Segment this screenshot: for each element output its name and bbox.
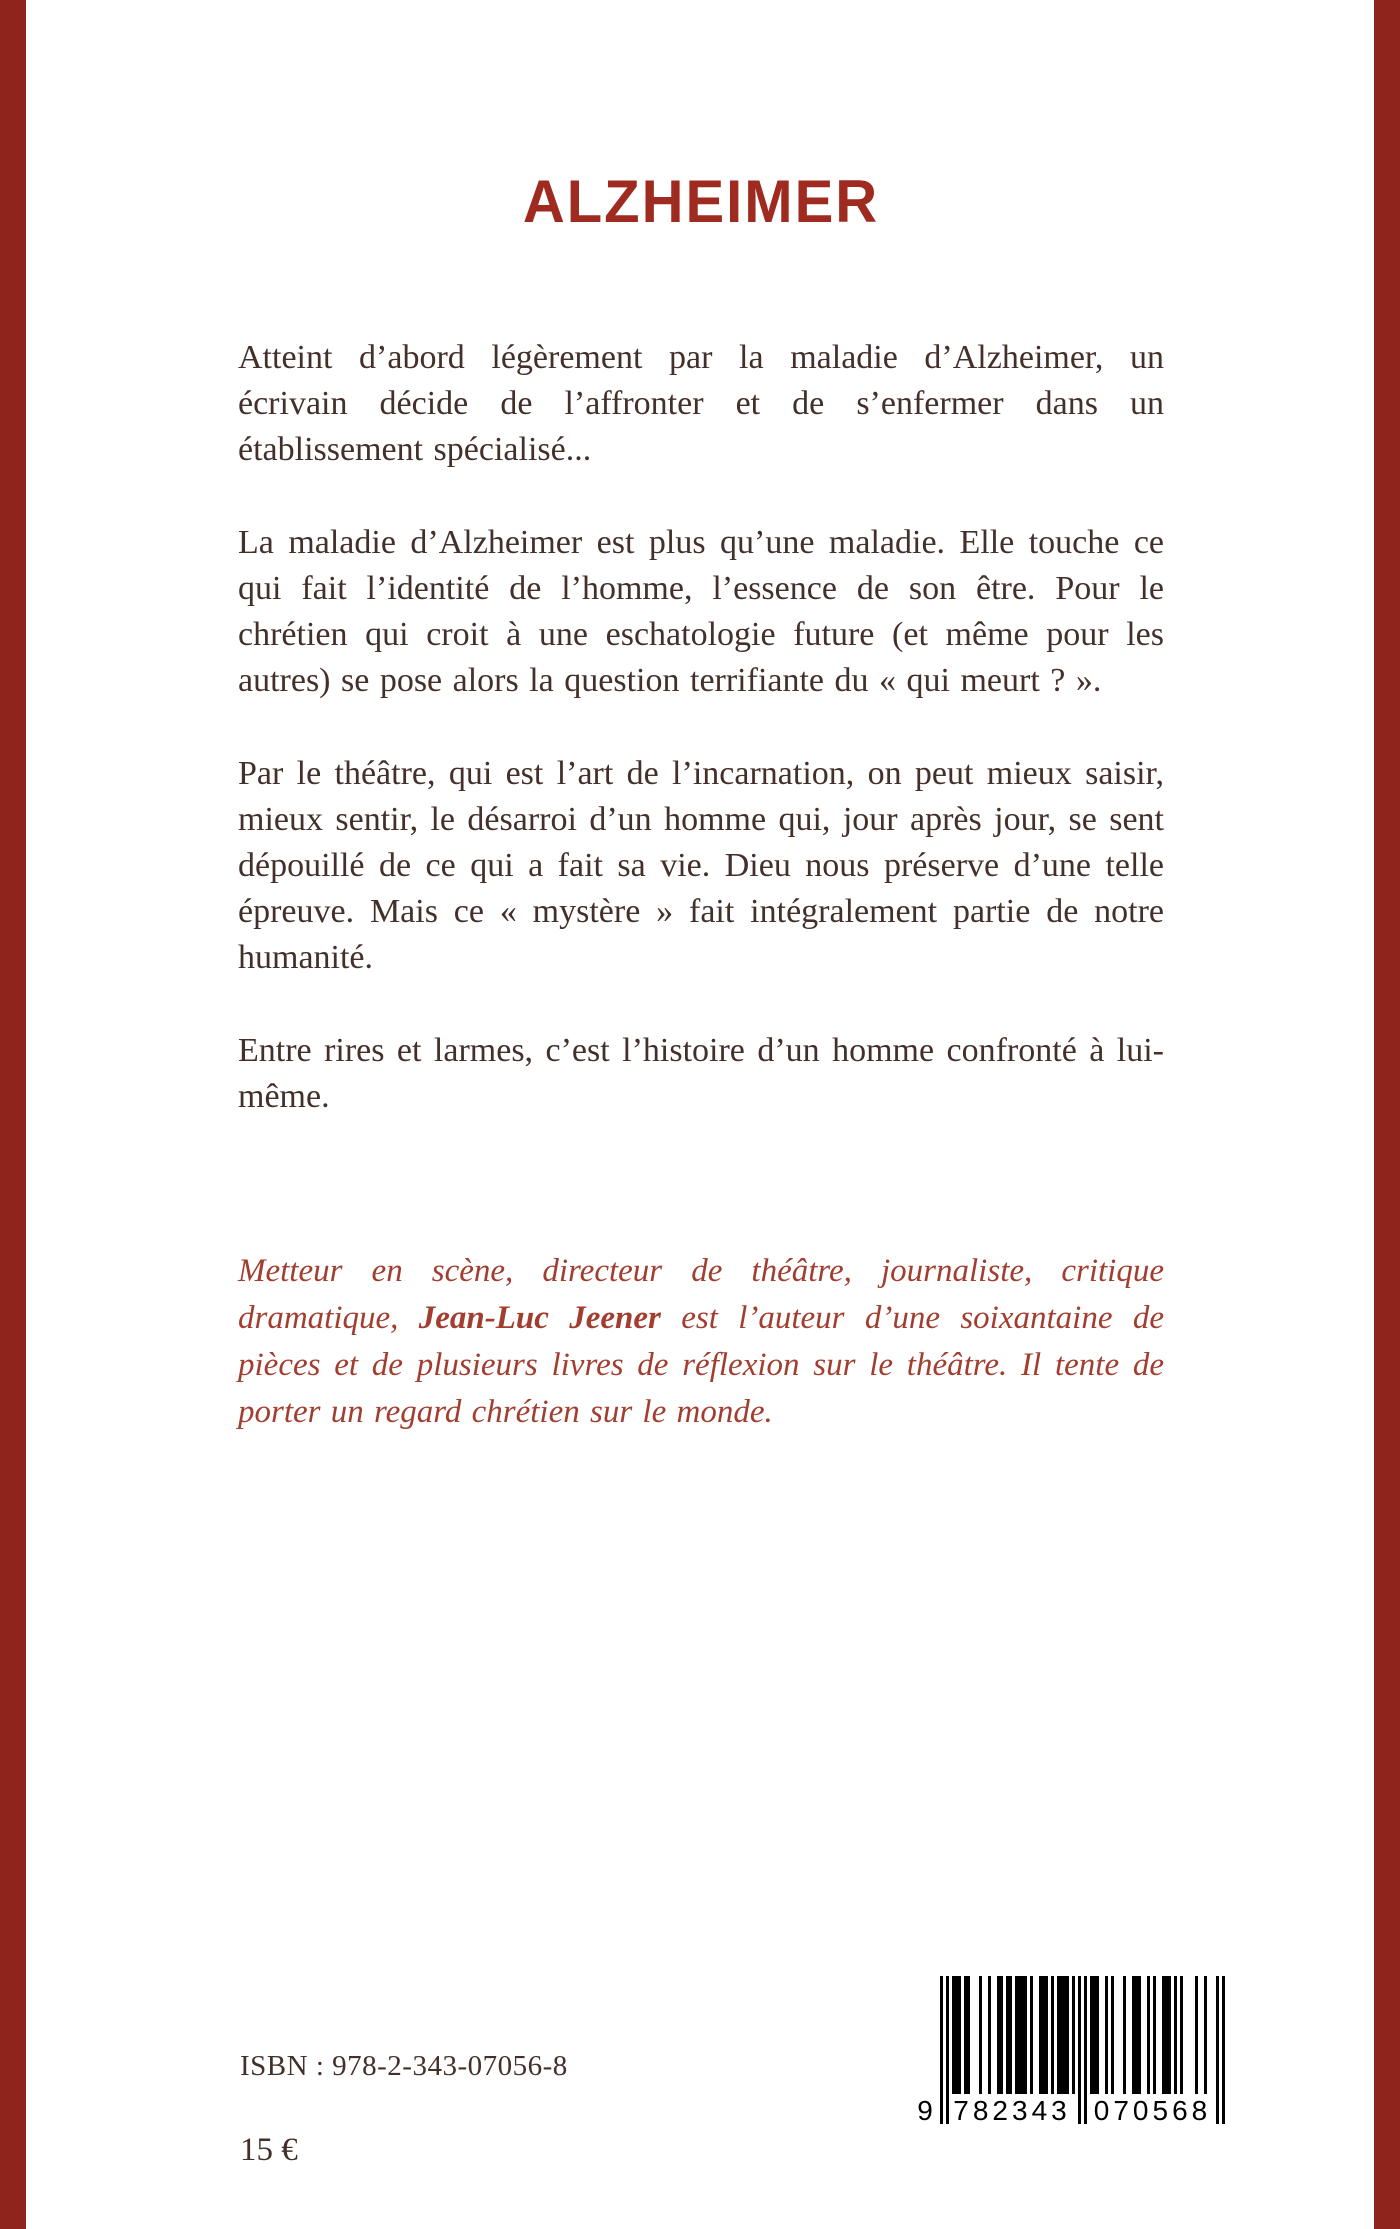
- synopsis-paragraph-2: La maladie d’Alzheimer est plus qu’une maladie. Elle touche ce qui fait l’identité de l’homme, l’essence de son être. Pour le chrétien qui croit à une eschatologie future (et même pour les autres) se pose alors la question terrifiante du « qui meurt ? ».: [238, 524, 1164, 699]
- price-label: 15 €: [240, 2132, 298, 2168]
- right-edge-stripe: [1374, 0, 1400, 2229]
- synopsis: [238, 335, 1164, 1120]
- barcode-digits-group2: 070568: [1090, 2096, 1215, 2126]
- synopsis-paragraph-1: Atteint d’abord légèrement par la maladie d’Alzheimer, un écrivain décide de l’affronter et de s’enfermer dans un établissement spécialisé...: [238, 339, 1164, 468]
- cover-content: [238, 0, 1164, 1436]
- isbn-label: ISBN : 978-2-343-07056-8: [240, 2050, 568, 2082]
- author-name: Jean-Luc Jeener: [418, 1300, 661, 1336]
- barcode-digits-group1: 782343: [950, 2096, 1074, 2126]
- barcode-digit-first: 9: [917, 2095, 933, 2126]
- synopsis-paragraph-3: Par le théâtre, qui est l’art de l’incarnation, on peut mieux saisir, mieux sentir, le désarroi d’un homme qui, jour après jour, se sent dépouillé de ce qui a fait sa vie. Dieu nous préserve d’une telle épreuve. Mais ce « mystère » fait intégralement partie de notre humanité.: [238, 755, 1164, 976]
- synopsis-paragraph-4: Entre rires et larmes, c’est l’histoire d’un homme confronté à lui-même.: [238, 1032, 1164, 1115]
- left-edge-stripe: [0, 0, 26, 2229]
- bio-text-after: est l’auteur d’une soixantaine de pièces et de plusieurs livres de réflexion sur le théâtre. Il tente de porter un regard chrétien sur le monde.: [238, 1300, 1164, 1430]
- author-bio: [238, 1248, 1164, 1436]
- book-title: ALZHEIMER: [522, 167, 880, 236]
- bio-text-before: Metteur en scène, directeur de théâtre, journaliste, critique dramatique,: [238, 1253, 1164, 1336]
- ean13-barcode: [914, 1976, 1225, 2148]
